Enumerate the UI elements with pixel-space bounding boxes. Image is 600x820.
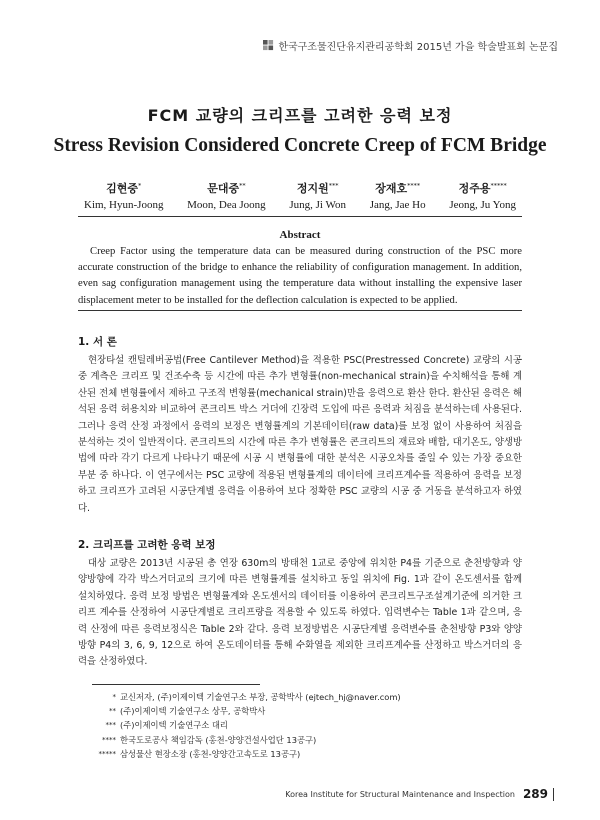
author-name-english: Jeong, Ju Yong <box>449 199 516 211</box>
abstract-top-divider <box>78 216 522 217</box>
author-mark: **** <box>407 181 421 190</box>
conference-logo-icon <box>263 40 274 51</box>
author <box>370 180 426 211</box>
journal-name: 한국구조물진단유지관리공학회 2015년 가을 학술발표회 논문집 <box>278 42 558 53</box>
footnote <box>82 747 522 761</box>
footnote-text: 교신저자, (주)이제이텍 기술연구소 부장, 공학박사 (ejtech_hj@naver.com) <box>120 692 401 702</box>
author <box>449 180 516 211</box>
author <box>84 180 163 211</box>
author-name-korean: 문대중 <box>207 182 240 195</box>
footnote-mark: ** <box>109 707 116 716</box>
abstract-text: Creep Factor using the temperature data can be measured during construction of the PSC more accurate construction of the bridge to enhance the reliability of configuration management. In addition, even sag configuration management using the temperature data without installing the expensive laser displacement meter to be installed for the deflection calculation is expected to be applied. <box>78 246 522 306</box>
author-mark: ***** <box>490 181 507 190</box>
footnote-mark: ***** <box>98 749 116 758</box>
footnote-text: (주)이제이텍 기술연구소 상무, 공학박사 <box>120 706 266 717</box>
section-heading-creep: 2. 크리프를 고려한 응력 보정 <box>78 539 216 551</box>
abstract-heading: Abstract <box>279 229 321 241</box>
abstract-bottom-divider <box>78 310 522 311</box>
footnote-mark: **** <box>102 735 116 744</box>
author-name-english: Moon, Dea Joong <box>187 199 266 211</box>
journal-header <box>263 38 558 53</box>
footnote <box>82 718 522 732</box>
footnote <box>82 690 522 704</box>
footnote-text: 삼성물산 현장소장 (홍천-양양간고속도로 13공구) <box>120 748 301 759</box>
author-name-korean: 장재호 <box>375 182 408 195</box>
footnote <box>82 704 522 718</box>
paper-title-english: Stress Revision Considered Concrete Creep of FCM Bridge <box>53 135 547 156</box>
footnote-divider <box>92 684 260 685</box>
author-name-english: Kim, Hyun-Joong <box>84 199 164 211</box>
section-body-introduction: 현장타설 캔틸레버공법(Free Cantilever Method)을 적용한 PSC(Prestressed Concrete) 교량의 시공 중 계측은 크리프 및 건조수축 등 시간에 따른 추가 변형률(non-mechanical strain)을 수치해석을 통해 계산된 전체 변형률에서 제하고 구조적 변형률(mechanical strain)만을 응력으로 환산 한다. 환산된 응력은 해석된 응력 허용치와 비교하여 콘크리트 박스 거더에 긴장력 도입에 따른 응력과 처짐을 분석하는데 사용된다. 그러나 응력 산정 과정에서 응력의 보정은 변형률계의 기본데이터(raw data)를 보정 없이 사용하여 처짐을 분석하는 것이 일반적이다. 콘크리트의 시간에 따른 추가 변형률은 콘크리트의 재료와 배합, 대기온도, 양생방법에 따라 각기 다르게 나타나기 때문에 시공 시 변형률에 대한 분석은 시공오차를 줄일 수 있는 가장 중요한 부분 중 하나다. 이 연구에서는 PSC 교량에 적용된 변형률계의 데이터에 크리프계수를 적용하여 응력을 보정하고 크리프가 고려된 시공단계별 응력을 이용하여 보다 정확한 PSC 교량의 시공 중 거동을 분석하고자 하였다. <box>78 355 522 514</box>
footnote-text: (주)이제이텍 기술연구소 대리 <box>120 720 228 731</box>
author <box>289 180 346 211</box>
author-name-english: Jang, Jae Ho <box>369 199 426 211</box>
section-heading-introduction: 1. 서 론 <box>78 336 117 348</box>
footer-divider <box>553 788 554 801</box>
paper-title-korean: FCM 교량의 크리프를 고려한 응력 보정 <box>147 106 453 125</box>
author-mark: *** <box>328 181 339 190</box>
author-list <box>84 180 516 211</box>
footnote-text: 한국도로공사 책임감독 (홍천-양양건설사업단 13공구) <box>120 734 317 745</box>
footnote-mark: * <box>112 693 116 701</box>
author <box>187 180 266 211</box>
page-footer <box>285 787 554 801</box>
footnotes <box>82 690 522 761</box>
author-mark: * <box>138 181 142 190</box>
page-number: 289 <box>522 787 548 801</box>
author-name-korean: 정지원 <box>296 182 329 195</box>
author-mark: ** <box>239 181 246 190</box>
author-name-english: Jung, Ji Won <box>289 199 347 211</box>
footnote <box>82 733 522 747</box>
author-name-korean: 정주용 <box>458 182 491 195</box>
author-name-korean: 김현중 <box>106 182 139 195</box>
section-body-creep: 대상 교량은 2013년 시공된 총 연장 630m의 방태천 1교로 중앙에 위치한 P4를 기준으로 춘천방향과 양양방향에 각각 박스거더교의 크기에 따른 변형률계를 설치하고 동일 위치에 Fig. 1과 같이 온도센서를 함께 설치하였다. 응력 보정 방법은 변형률계와 온도센서의 데이터를 이용하여 콘크리트구조설계기준에 의거한 크리프 계수를 산정하여 시공단계별로 크리프량을 적용할 수 있도록 하였다. 입력변수는 Table 1과 같으며, 응력 산정에 따른 응력보정식은 Table 2와 같다. 응력 보정방법은 시공단계별 응력변수를 춘천방향 P3와 양양방향 P4의 3, 6, 9, 12으로 하여 온도데이터를 통해 수화열을 제외한 크리프계수를 산정하고 박스거더의 응력을 산정하였다. <box>78 558 522 668</box>
footer-institute: Korea Institute for Structural Maintenance and Inspection <box>285 789 515 799</box>
footnote-mark: *** <box>105 721 116 730</box>
